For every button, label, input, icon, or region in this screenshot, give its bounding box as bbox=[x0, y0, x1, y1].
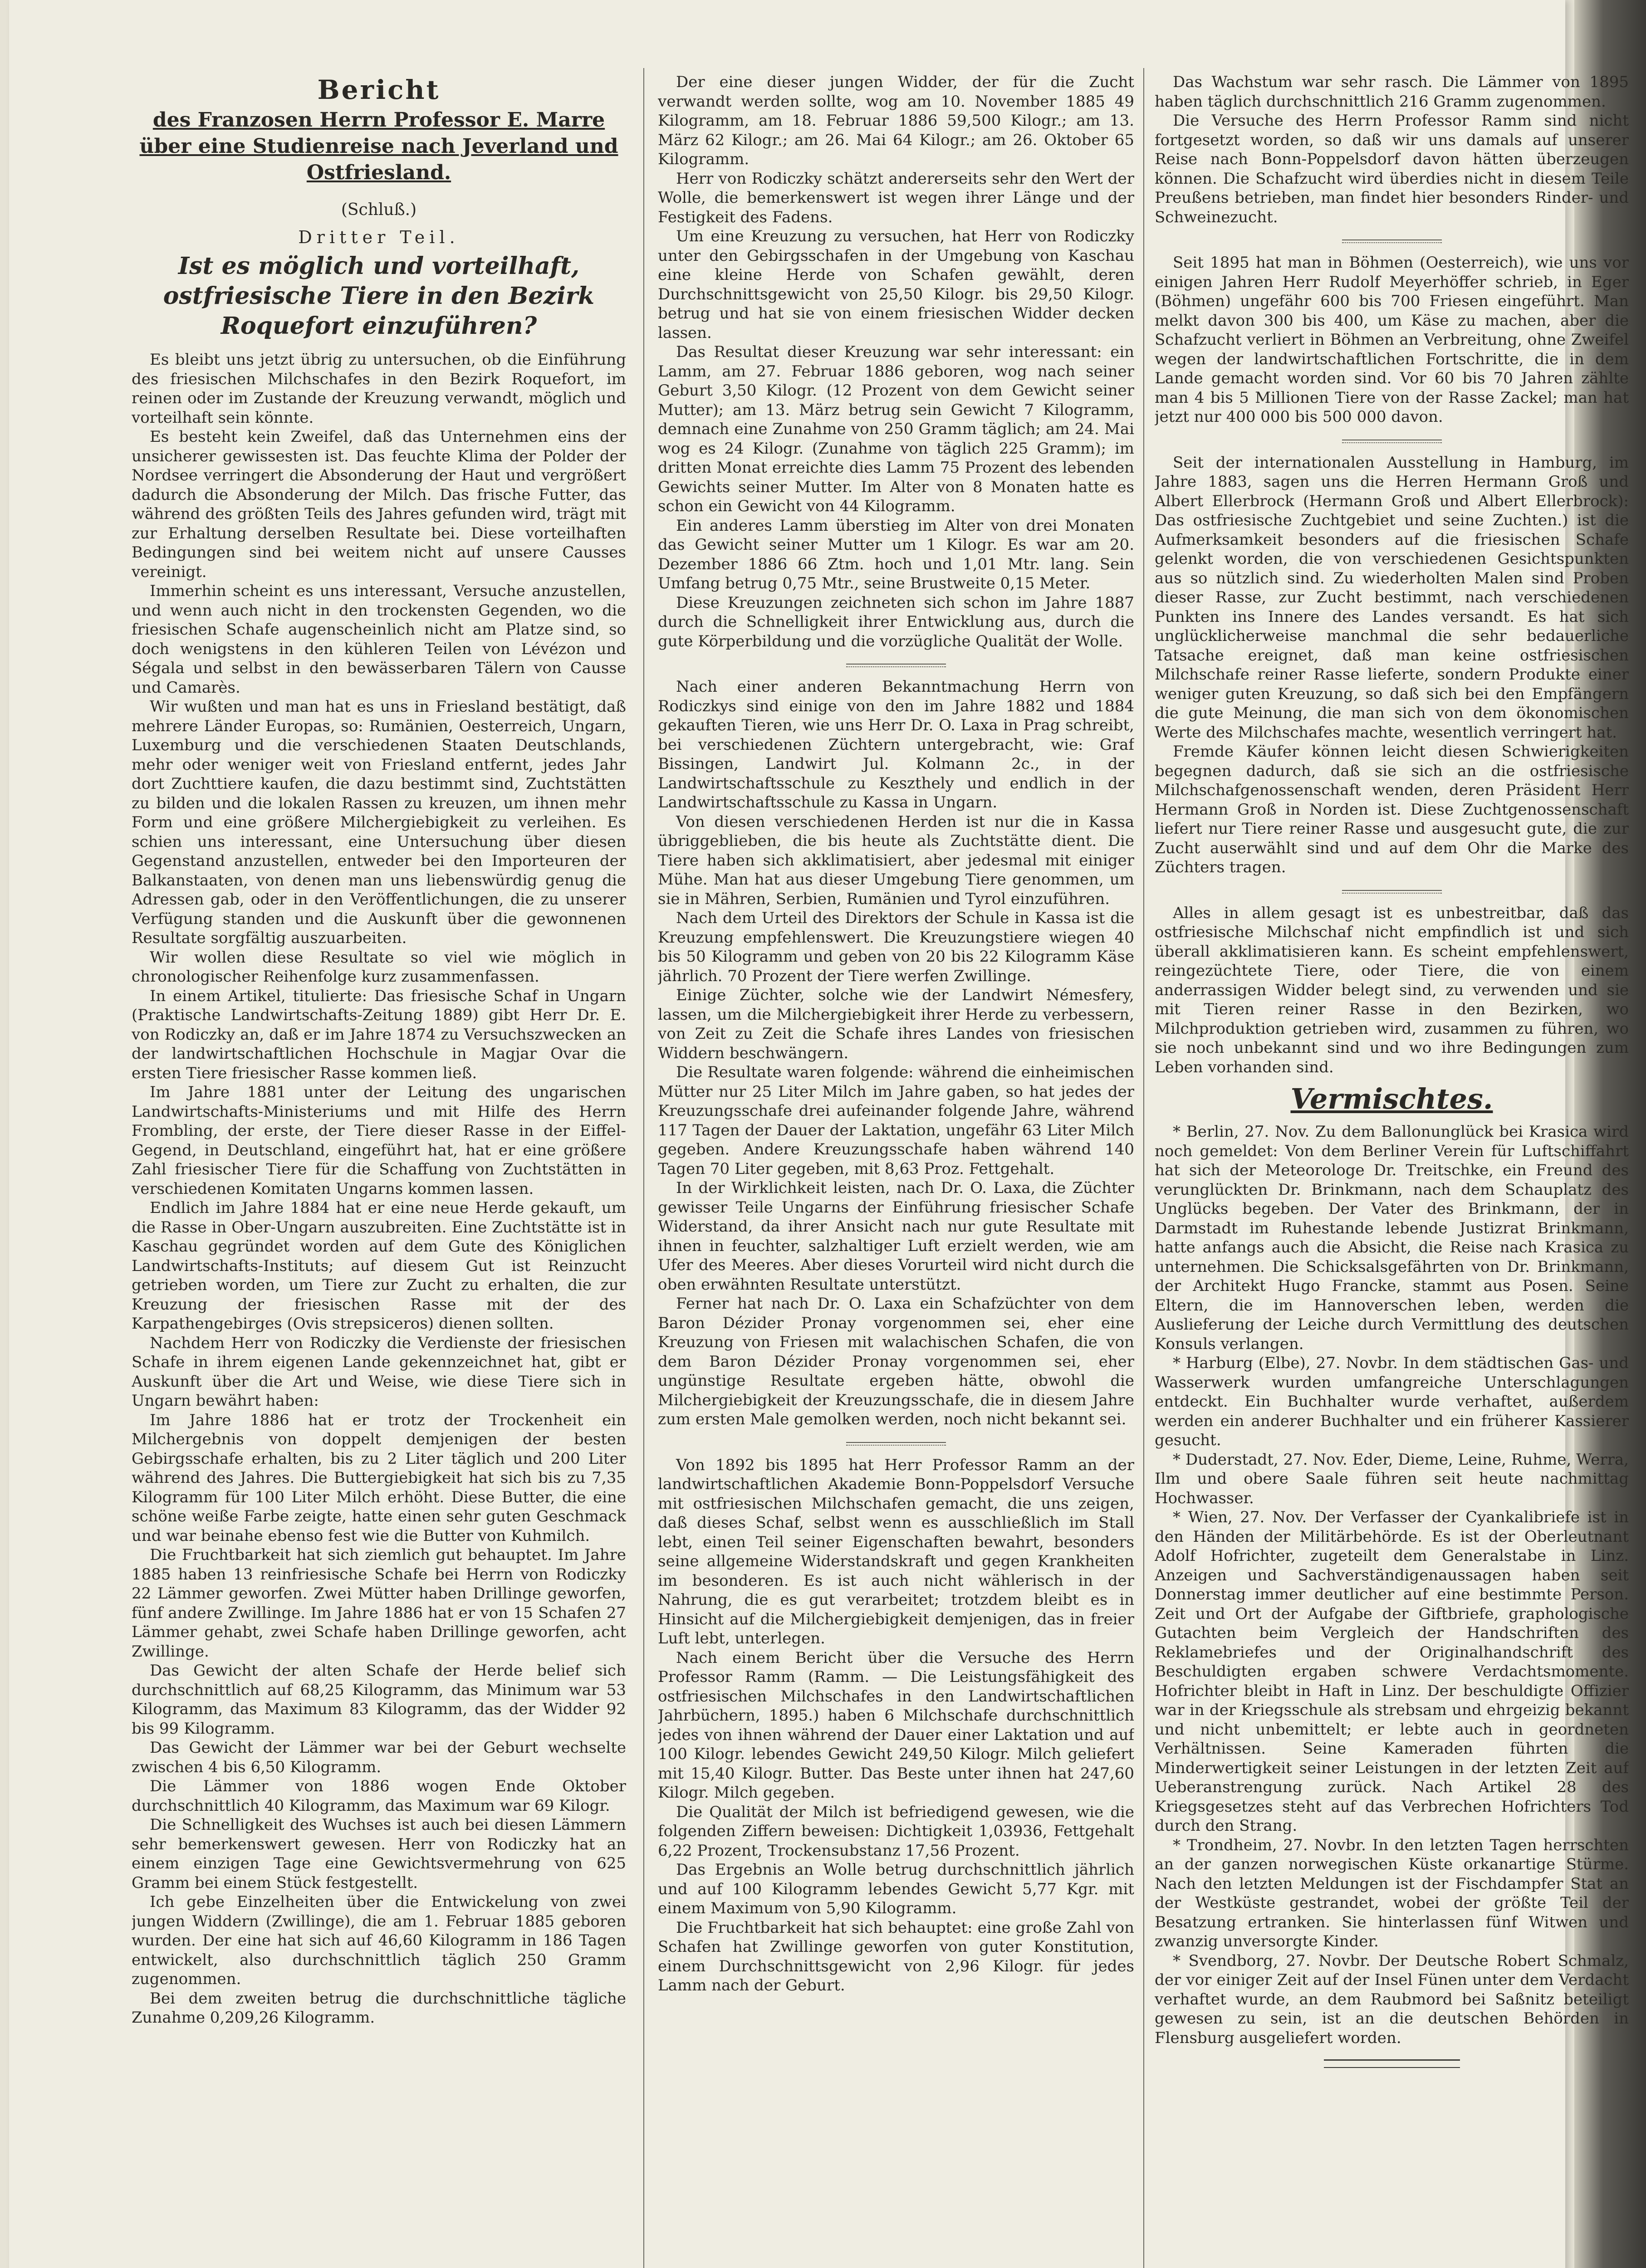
misc-heading: Vermischtes. bbox=[1290, 1082, 1493, 1115]
column-rule-2 bbox=[1143, 68, 1144, 2268]
article-headline: Ist es möglich und vorteilhaft, ostfriesische Tiere in den Bezirk Roquefort einzuführen? bbox=[163, 252, 595, 340]
continued-label: (Schluß.) bbox=[341, 200, 417, 219]
news-item: * Harburg (Elbe), 27. Novbr. In dem städtischen Gas- und Wasserwerk wurden umfangreiche Unterschlagungen entdeckt. Ein Buchhalter wurde verhaftet, außerdem werden ein anderer Buchhalter und ein früherer Kassierer gesucht. bbox=[1155, 1354, 1629, 1449]
article-title: Bericht bbox=[317, 74, 441, 105]
article-paragraph: Wir wußten und man hat es uns in Friesland bestätigt, daß mehrere Länder Europas, so: Rumänien, Oesterreich, Ungarn, Luxemburg und die verschiedenen Staaten Deutschlands, mehr oder weniger weit von Friesland entfernt, jedes Jahr dort Zuchttiere kaufen, die dazu bestimmt sind, Zuchtstätten zu bilden und die lokalen Rassen zu kreuzen, um ihnen mehr Form und eine größere Milchergiebigkeit zu verleihen. Es schien uns interessant, eine Untersuchung über diesen Gegenstand anzustellen, entweder bei den Importeuren der Balkanstaaten, von denen man uns liebenswürdig genug die Adressen gab, oder in den Veröffentlichungen, die zu unserer Verfügung standen und die Auskunft über die gewonnenen Resultate sorgfältig auszuarbeiten. bbox=[132, 698, 626, 947]
article-paragraph: In der Wirklichkeit leisten, nach Dr. O. Laxa, die Züchter gewisser Teile Ungarns der Einführung friesischer Schafe Widerstand, da ihrer Ansicht nach nur gute Resultate mit ihnen in feuchter, salzhaltiger Luft erzielt werden, wie am Ufer des Meeres. Aber dieses Vorurteil wird nicht durch die oben erwähnten Resultate unterstützt. bbox=[658, 1179, 1134, 1294]
article-paragraph: Die Fruchtbarkeit hat sich behauptet: eine große Zahl von Schafen hat Zwillinge geworfen von guter Konstitution, einem Durchschnittsgewicht von 2,96 Kilogr. für jedes Lamm nach der Geburt. bbox=[658, 1918, 1134, 1994]
news-item: * Berlin, 27. Nov. Zu dem Ballonunglück bei Krasica wird noch gemeldet: Von dem Berliner Verein für Luftschiffahrt hat sich der Meteorologe Dr. Treitschke, ein Freund des verunglückten Dr. Brinkmann, nach dem Schauplatz des Unglücks begeben. Der Vater des Brinkmann, der in Darmstadt im Ruhestande lebende Justizrat Brinkmann, hatte anfangs auch die Absicht, die Reise nach Krasica zu unternehmen. Die Schicksalsgefährten von Dr. Brinkmann, der Architekt Hugo Francke, stammt aus Posen. Seine Eltern, die im Hannoverschen leben, werden die Auslieferung der Leiche durch Vermittlung des deutschen Konsuls verlangen. bbox=[1155, 1123, 1629, 1353]
article-paragraph: Nach dem Urteil des Direktors der Schule in Kassa ist die Kreuzung empfehlenswert. Die Kreuzungstiere wiegen 40 bis 50 Kilogramm und geben von 20 bis 22 Kilogramm Käse jährlich. 70 Prozent der Tiere werfen Zwillinge. bbox=[658, 909, 1134, 985]
article-paragraph: Die Versuche des Herrn Professor Ramm sind nicht fortgesetzt worden, so daß wir uns damals auf unserer Reise nach Bonn-Poppelsdorf davon hätten überzeugen können. Die Schafzucht wird überdies nicht in diesem Teile Preußens betrieben, man findet hier besonders Rinder- und Schweinezucht. bbox=[1155, 112, 1629, 226]
column-3-text-a bbox=[1155, 73, 1629, 227]
article-paragraph: Es bleibt uns jetzt übrig zu untersuchen, ob die Einführung des friesischen Milchschafes in den Bezirk Roquefort, im reinen oder im Zustande der Kreuzung verwandt, möglich und vorteilhaft sein könnte. bbox=[132, 351, 626, 427]
news-item: * Wien, 27. Nov. Der Verfasser der Cyankalibriefe ist in den Händen der Militärbehörde. Es ist der Oberleutnant Adolf Hofrichter, zugeteilt dem Generalstabe in Linz. Anzeigen und Sachverständigenaussagen haben seit Donnerstag immer deutlicher auf eine bestimmte Person. Zeit und Ort der Aufgabe der Giftbriefe, graphologische Gutachten beim Vergleich der Handschriften des Reklamebriefes und der Originalhandschrift des Beschuldigten ergaben schwere Verdachtsmomente. Hofrichter bleibt in Haft in Linz. Der beschuldigte Offizier war in der Kriegsschule als strebsam und ehrgeizig bekannt und nicht unbemittelt; er lebte auch in geordneten Verhältnissen. Seine Kameraden führten die Minderwertigkeit seiner Leistungen in der letzten Zeit auf Ueberanstrengung zurück. Nach Artikel 28 des Kriegsgesetzes steht auf das Verbrechen Hofrichters Tod durch den Strang. bbox=[1155, 1508, 1629, 1835]
article-paragraph: Ein anderes Lamm überstieg im Alter von drei Monaten das Gewicht seiner Mutter um 1 Kilogr. Es war am 20. Dezember 1886 66 Ztm. hoch und 1,01 Mtr. lang. Sein Umfang betrug 0,75 Mtr., seine Brustweite 0,15 Meter. bbox=[658, 516, 1134, 592]
article-title-block bbox=[132, 73, 626, 249]
column-2-text-b bbox=[658, 677, 1134, 1429]
article-paragraph: Der eine dieser jungen Widder, der für die Zucht verwandt werden sollte, wog am 10. November 1885 49 Kilogramm, am 18. Februar 1886 59,500 Kilogr.; am 13. März 62 Kilogr.; am 26. Mai 64 Kilogr.; am 26. Oktober 65 Kilogramm. bbox=[658, 73, 1134, 168]
article-paragraph: Ferner hat nach Dr. O. Laxa ein Schafzüchter von dem Baron Dézider Pronay vorgenommen sei, eher eine Kreuzung von Friesen mit walachischen Schafen, die von dem Baron Dézider Pronay vorgenommen sei, eher ungünstige Resultate ergeben hätte, obwohl die Milchergiebigkeit der Kreuzungsschafe, die in diesem Jahre zum ersten Male gemolken werden, noch nicht bekannt sei. bbox=[658, 1295, 1134, 1428]
news-item: * Svendborg, 27. Novbr. Der Deutsche Robert Schmalz, der vor einiger Zeit auf der Insel Fünen unter dem Verdacht verhaftet wurde, an dem Raubmord bei Saßnitz beteiligt gewesen zu sein, ist an die deutschen Behörden in Flensburg ausgeliefert worden. bbox=[1155, 1951, 1629, 2047]
article-paragraph: Im Jahre 1881 unter der Leitung des ungarischen Landwirtschafts-Ministeriums und mit Hilfe des Herrn Frombling, der erste, der Tiere dieser Rasse in der Eiffel-Gegend, in Deutschland, eingeführt hat, hat er eine größere Zahl friesischer Tiere für die Schaffung von Zuchtstätten in verschiedenen Komitaten Ungarns kommen lassen. bbox=[132, 1083, 626, 1198]
section-separator bbox=[846, 664, 946, 665]
article-paragraph: Es besteht kein Zweifel, daß das Unternehmen eins der unsicherer gewissesten ist. Das feuchte Klima der Polder der Nordsee verringert die Absonderung der Haut und vergrößert dadurch die Absonderung der Milch. Das frische Futter, das während des größten Teils des Jahres gefunden wird, trägt mit zur Erhaltung derselben Resultate bei. Diese vorteilhaften Bedingungen sind bei weitem nicht auf unsere Causses vereinigt. bbox=[132, 428, 626, 581]
article-paragraph: Bei dem zweiten betrug die durchschnittliche tägliche Zunahme 0,209,26 Kilogramm. bbox=[132, 1989, 626, 2027]
article-paragraph: Endlich im Jahre 1884 hat er eine neue Herde gekauft, um die Rasse in Ober-Ungarn auszubreiten. Eine Zuchtstätte ist in Kaschau gegründet worden auf dem Gute des Königlichen Landwirtschafts-Instituts; auf diesem Gut ist Reinzucht getrieben worden, um Tiere zur Zucht zu erhalten, die zur Kreuzung der friesischen Rasse mit der des Karpathengebirges (Ovis strepsiceros) dienen sollten. bbox=[132, 1199, 626, 1333]
article-paragraph: Nachdem Herr von Rodiczky die Verdienste der friesischen Schafe in ihrem eigenen Lande gekennzeichnet hat, gibt er Auskunft über die Art und Weise, wie diese Tiere sich in Ungarn bewährt haben: bbox=[132, 1334, 626, 1410]
end-ornament bbox=[1324, 2059, 1460, 2068]
article-paragraph: Das Wachstum war sehr rasch. Die Lämmer von 1895 haben täglich durchschnittlich 216 Gramm zugenommen. bbox=[1155, 73, 1629, 111]
article-paragraph: Von diesen verschiedenen Herden ist nur die in Kassa übriggeblieben, die bis heute als Zuchtstätte dient. Die Tiere haben sich akklimatisiert, aber jedesmal mit einiger Mühe. Man hat aus dieser Umgebung Tiere genommen, um sie in Mähren, Serbien, Rumänien und Tyrol einzuführen. bbox=[658, 812, 1134, 908]
article-paragraph: Von 1892 bis 1895 hat Herr Professor Ramm an der landwirtschaftlichen Akademie Bonn-Poppelsdorf Versuche mit ostfriesischen Milchschafen gemacht, die uns zeigen, daß dieses Schaf, selbst wenn es ausschließlich im Stall lebt, einen Teil seiner Eigenschaften bewahrt, besonders seine allgemeine Widerstandskraft und gegen Krankheiten im besonderen. Es ist auch nicht wählerisch in der Nahrung, die es gut verarbeitet; trotzdem bleibt es in Hinsicht auf die Milchergiebigkeit demjenigen, das in freier Luft lebt, unterlegen. bbox=[658, 1456, 1134, 1647]
article-paragraph: Das Resultat dieser Kreuzung war sehr interessant: ein Lamm, am 27. Februar 1886 geboren, wog nach seiner Geburt 3,50 Kilogr. (12 Prozent von dem Gewicht seiner Mutter); am 13. März betrug sein Gewicht 7 Kilogramm, demnach eine Zunahme von 250 Gramm täglich; am 24. Mai wog es 24 Kilogr. (Zunahme von täglich 225 Gramm); im dritten Monat erreichte dies Lamm 75 Prozent des lebenden Gewichts seiner Mutter. Im Alter von 8 Monaten hatte es schon ein Gewicht von 44 Kilogramm. bbox=[658, 343, 1134, 515]
article-paragraph: Seit der internationalen Ausstellung in Hamburg, im Jahre 1883, sagen uns die Herren Hermann Groß und Albert Ellerbrock (Hermann Groß und Albert Ellerbrock): Das ostfriesische Zuchtgebiet und seine Zuchten.) ist die Aufmerksamkeit besonders auf die friesischen Schafe gelenkt worden, die von verschiedenen Gesichtspunkten aus so nützlich sind. Zu wiederholten Malen sind Proben dieser Rasse, zur Zucht bestimmt, nach verschiedenen Punkten ins Innere des Landes versandt. Es hat sich unglücklicherweise manchmal die sehr bedauerliche Tatsache ereignet, daß man keine ostfriesischen Milchschafe reiner Rasse lieferte, sondern Produkte einer weniger guten Kreuzung, so daß sich bei den Empfängern die gute Meinung, die man sich von dem ökonomischen Werte des Milchschafes machte, wesentlich verringert hat. bbox=[1155, 453, 1629, 742]
article-paragraph: Einige Züchter, solche wie der Landwirt Némesfery, lassen, um die Milchergiebigkeit ihrer Herde zu verbessern, von Zeit zu Zeit die Schafe ihres Landes von friesischen Widdern beschwängern. bbox=[658, 986, 1134, 1062]
article-paragraph: Im Jahre 1886 hat er trotz der Trockenheit ein Milchergebnis von doppelt demjenigen der besten Gebirgsschafe erhalten, bis zu 2 Liter täglich und 200 Liter während des Jahres. Die Buttergiebigkeit hat sich bis zu 7,35 Kilogramm für 100 Liter Milch erhöht. Diese Butter, die eine schöne weiße Farbe zeigte, hatte einen sehr guten Geschmack und war beinahe ebenso fest wie die Butter von Kuhmilch. bbox=[132, 1411, 626, 1545]
article-paragraph: Fremde Käufer können leicht diesen Schwierigkeiten begegnen dadurch, daß sie sich an die ostfriesische Milchschafgenossenschaft wenden, deren Präsident Herr Hermann Groß in Norden ist. Diese Zuchtgenossenschaft liefert nur Tiere reiner Rasse und ausgesucht gute, die zur Zucht auserwählt sind und auf dem Ohr die Marke des Züchters tragen. bbox=[1155, 743, 1629, 876]
news-item: * Trondheim, 27. Novbr. In den letzten Tagen herrschten an der ganzen norwegischen Küste orkanartige Stürme. Nach den letzten Meldungen ist der Fischdampfer Stat an der Westküste gestrandet, wobei der größte Teil der Besatzung ertranken. Sie hinterlassen fünf Witwen und zwanzig unversorgte Kinder. bbox=[1155, 1836, 1629, 1950]
column-1-text bbox=[132, 350, 626, 2028]
article-paragraph: Das Ergebnis an Wolle betrug durchschnittlich jährlich und auf 100 Kilogramm lebendes Gewicht 5,77 Kgr. mit einem Maximum von 5,90 Kilogramm. bbox=[658, 1861, 1134, 1917]
section-separator bbox=[846, 1442, 946, 1443]
article-subtitle-1: des Franzosen Herrn Professor E. Marre bbox=[152, 108, 605, 132]
article-paragraph: Das Gewicht der alten Schafe der Herde belief sich durchschnittlich auf 68,25 Kilogramm, das Minimum war 53 Kilogramm, das Maximum 83 Kilogramm, das der Widder 92 bis 99 Kilogramm. bbox=[132, 1662, 626, 1738]
article-paragraph: Die Schnelligkeit des Wuchses ist auch bei diesen Lämmern sehr bemerkenswert gewesen. Herr von Rodiczky hat an einem einzigen Tage eine Gewichtsvermehrung von 625 Gramm bei einem Stück festgestellt. bbox=[132, 1816, 626, 1892]
article-paragraph: Nach einer anderen Bekanntmachung Herrn von Rodiczkys sind einige von den im Jahre 1882 und 1884 gekauften Tieren, wie uns Herr Dr. O. Laxa in Prag schreibt, bei verschiedenen Züchtern untergebracht, wie: Graf Bissingen, Landwirt Jul. Kolmann 2c., in der Landwirtschaftsschule zu Keszthely und endlich in der Landwirtschaftsschule zu Kassa in Ungarn. bbox=[658, 678, 1134, 811]
article-paragraph: Seit 1895 hat man in Böhmen (Oesterreich), wie uns vor einigen Jahren Herr Rudolf Meyerhöffer schrieb, in Eger (Böhmen) ungefähr 600 bis 700 Friesen eingeführt. Man melkt davon 300 bis 400, um Käse zu machen, aber die Schafzucht verliert in Böhmen an Verbreitung, ohne Zweifel wegen der landwirtschaftlichen Fortschritte, die in dem Lande gemacht worden sind. Vor 60 bis 70 Jahren zählte man 4 bis 5 Millionen Tiere von der Rasse Zackel; man hat jetzt nur 400 000 bis 500 000 davon. bbox=[1155, 254, 1629, 426]
article-paragraph: Die Resultate waren folgende: während die einheimischen Mütter nur 25 Liter Milch im Jahre gaben, so hat jedes der Kreuzungsschafe drei aufeinander folgende Jahre, während 117 Tagen der Dauer der Laktation, ungefähr 63 Liter Milch gegeben. Andere Kreuzungsschafe haben während 140 Tagen 70 Liter gegeben, mit 8,63 Proz. Fettgehalt. bbox=[658, 1063, 1134, 1178]
article-paragraph: Immerhin scheint es uns interessant, Versuche anzustellen, und wenn auch nicht in den trockensten Gegenden, wo die friesischen Schafe augenscheinlich nicht am Platze sind, so doch wenigstens in den kühleren Teilen von Lévézon und Ségala und selbst in den bewässerbaren Tälern von Causse und Camarès. bbox=[132, 582, 626, 697]
article-paragraph: Diese Kreuzungen zeichneten sich schon im Jahre 1887 durch die Schnelligkeit ihrer Entwicklung aus, durch die gute Körperbildung und die vorzügliche Qualität der Wolle. bbox=[658, 593, 1134, 650]
column-rule-1 bbox=[643, 68, 644, 2268]
misc-news-items bbox=[1155, 1122, 1629, 2048]
article-paragraph: Ich gebe Einzelheiten über die Entwickelung von zwei jungen Widdern (Zwillinge), die am 1. Februar 1885 geboren wurden. Der eine hat sich auf 46,60 Kilogramm in 186 Tagen entwickelt, also durchschnittlich täglich 250 Gramm zugenommen. bbox=[132, 1893, 626, 1988]
article-paragraph: Um eine Kreuzung zu versuchen, hat Herr von Rodiczky unter den Gebirgsschafen in der Umgebung von Kaschau eine kleine Herde von Schafen gewählt, deren Durchschnittsgewicht von 25,50 Kilogr. bis 29,50 Kilogr. betrug und hat sie von einem friesischen Widder decken lassen. bbox=[658, 227, 1134, 342]
column-2 bbox=[658, 73, 1134, 1995]
article-paragraph: Wir wollen diese Resultate so viel wie möglich in chronologischer Reihenfolge kurz zusammenfassen. bbox=[132, 948, 626, 986]
column-1 bbox=[132, 73, 626, 2028]
section-separator bbox=[1342, 890, 1442, 891]
article-paragraph: Die Lämmer von 1886 wogen Ende Oktober durchschnittlich 40 Kilogramm, das Maximum war 69 Kilogr. bbox=[132, 1777, 626, 1815]
column-2-text-c bbox=[658, 1456, 1134, 1995]
article-subtitle-2: über eine Studienreise nach Jeverland und Ostfriesland. bbox=[139, 135, 618, 184]
column-3-text-c bbox=[1155, 453, 1629, 877]
article-paragraph: Die Qualität der Milch ist befriedigend gewesen, wie die folgenden Ziffern beweisen: Dichtigkeit 1,03936, Fettgehalt 6,22 Prozent, Trockensubstanz 17,56 Prozent. bbox=[658, 1803, 1134, 1860]
article-paragraph: Die Fruchtbarkeit hat sich ziemlich gut behauptet. Im Jahre 1885 haben 13 reinfriesische Schafe bei Herrn von Rodiczky 22 Lämmer geworfen. Zwei Mütter haben Drillinge geworfen, fünf andere Zwillinge. Im Jahre 1886 hat er von 15 Schafen 27 Lämmer gehabt, zwei Schafe haben Drillinge geworfen, acht Zwillinge. bbox=[132, 1546, 626, 1661]
column-3-text-b bbox=[1155, 253, 1629, 427]
article-paragraph: Alles in allem gesagt ist es unbestreitbar, daß das ostfriesische Milchschaf nicht empfindlich ist und sich überall akklimatisieren kann. Es scheint empfehlenswert, reingezüchtete Tiere, oder Tiere, die von einem anderrassigen Widder belegt sind, zu verwenden und sie mit Tieren reiner Rasse in den Bezirken, wo Milchproduktion getrieben wird, zusammen zu führen, wo sie noch unbekannt sind und wo ihre Bedingungen zum Leben vorhanden sind. bbox=[1155, 904, 1629, 1076]
column-2-text-a bbox=[658, 73, 1134, 651]
part-label: Dritter Teil. bbox=[298, 227, 460, 247]
article-paragraph: Das Gewicht der Lämmer war bei der Geburt wechselte zwischen 4 bis 6,50 Kilogramm. bbox=[132, 1739, 626, 1776]
article-paragraph: Nach einem Bericht über die Versuche des Herrn Professor Ramm (Ramm. — Die Leistungsfähigkeit des ostfriesischen Milchschafes in den Landwirtschaftlichen Jahrbüchern, 1895.) haben 6 Milchschafe durchschnittlich jedes von ihnen während der Dauer einer Laktation und auf 100 Kilogr. lebendes Gewicht 249,50 Kilogr. Milch geliefert mit 15,40 Kilogr. Butter. Das Beste unter ihnen hat 247,60 Kilogr. Milch gegeben. bbox=[658, 1648, 1134, 1802]
article-paragraph: In einem Artikel, titulierte: Das friesische Schaf in Ungarn (Praktische Landwirtschafts-Zeitung 1889) gibt Herr Dr. E. von Rodiczky an, daß er im Jahre 1874 zu Versuchszwecken an der landwirtschaftlichen Hochschule in Magjar Ovar die ersten Tiere friesischer Rasse kommen ließ. bbox=[132, 987, 626, 1082]
news-item: * Duderstadt, 27. Nov. Eder, Dieme, Leine, Ruhme, Werra, Ilm und obere Saale führen seit heute nachmittag Hochwasser. bbox=[1155, 1450, 1629, 1507]
article-paragraph: Herr von Rodiczky schätzt andererseits sehr den Wert der Wolle, die bemerkenswert ist wegen ihrer Länge und der Festigkeit des Fadens. bbox=[658, 169, 1134, 226]
column-3 bbox=[1155, 73, 1629, 2068]
column-3-text-d bbox=[1155, 904, 1629, 1077]
